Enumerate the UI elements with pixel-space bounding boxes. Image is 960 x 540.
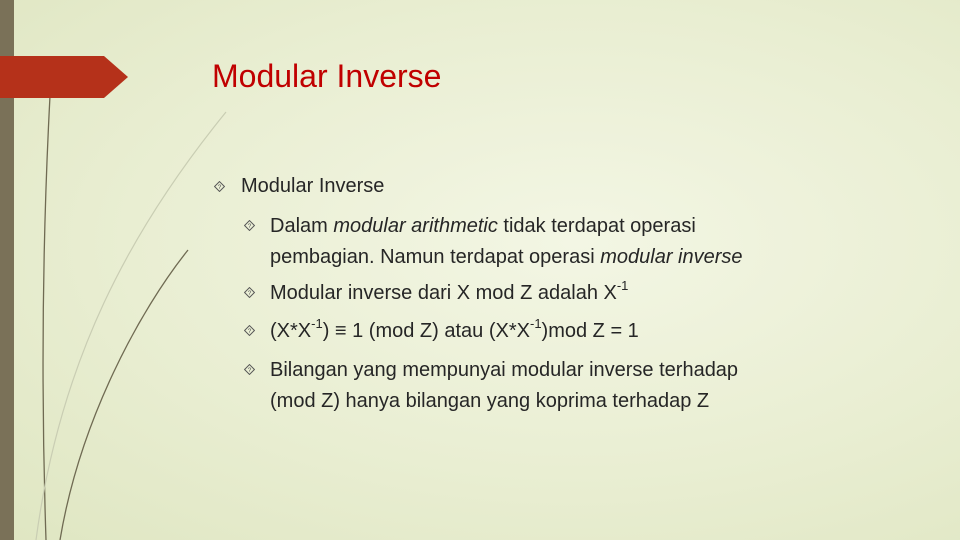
svg-text:?: ? <box>217 183 222 191</box>
bullet-text: $(X*X^{-1}) \equiv 1$ (mod Z) atau $(X*X^{-1})mod$ Z = 1 <box>270 316 639 342</box>
svg-text:?: ? <box>247 327 252 335</box>
emphasis: modular arithmetic <box>333 215 498 237</box>
bullet-text: Bilangan yang mempunyai modular inverse terhadap (mod Z) hanya bilangan yang koprima terhadap Z <box>270 359 739 412</box>
slide-title: Modular Inverse <box>212 58 442 94</box>
diamond-bullet-icon <box>214 181 225 192</box>
bullet-text: Modular Inverse <box>241 175 385 197</box>
bullet-text: Dalam modular arithmetic tidak terdapat operasi pembagian. Namun terdapat operasi modular inverse <box>270 215 743 268</box>
emphasis: modular inverse <box>600 246 743 268</box>
bullet-text: Modular inverse dari X mod Z adalah $X^{-1}$ <box>270 278 629 304</box>
svg-text:?: ? <box>247 366 252 374</box>
diamond-bullet-icon <box>244 287 255 298</box>
svg-text:?: ? <box>247 289 252 297</box>
diamond-bullet-icon <box>244 325 255 336</box>
svg-text:?: ? <box>247 222 252 230</box>
diamond-bullet-icon <box>244 364 255 375</box>
diamond-bullet-icon <box>244 220 255 231</box>
